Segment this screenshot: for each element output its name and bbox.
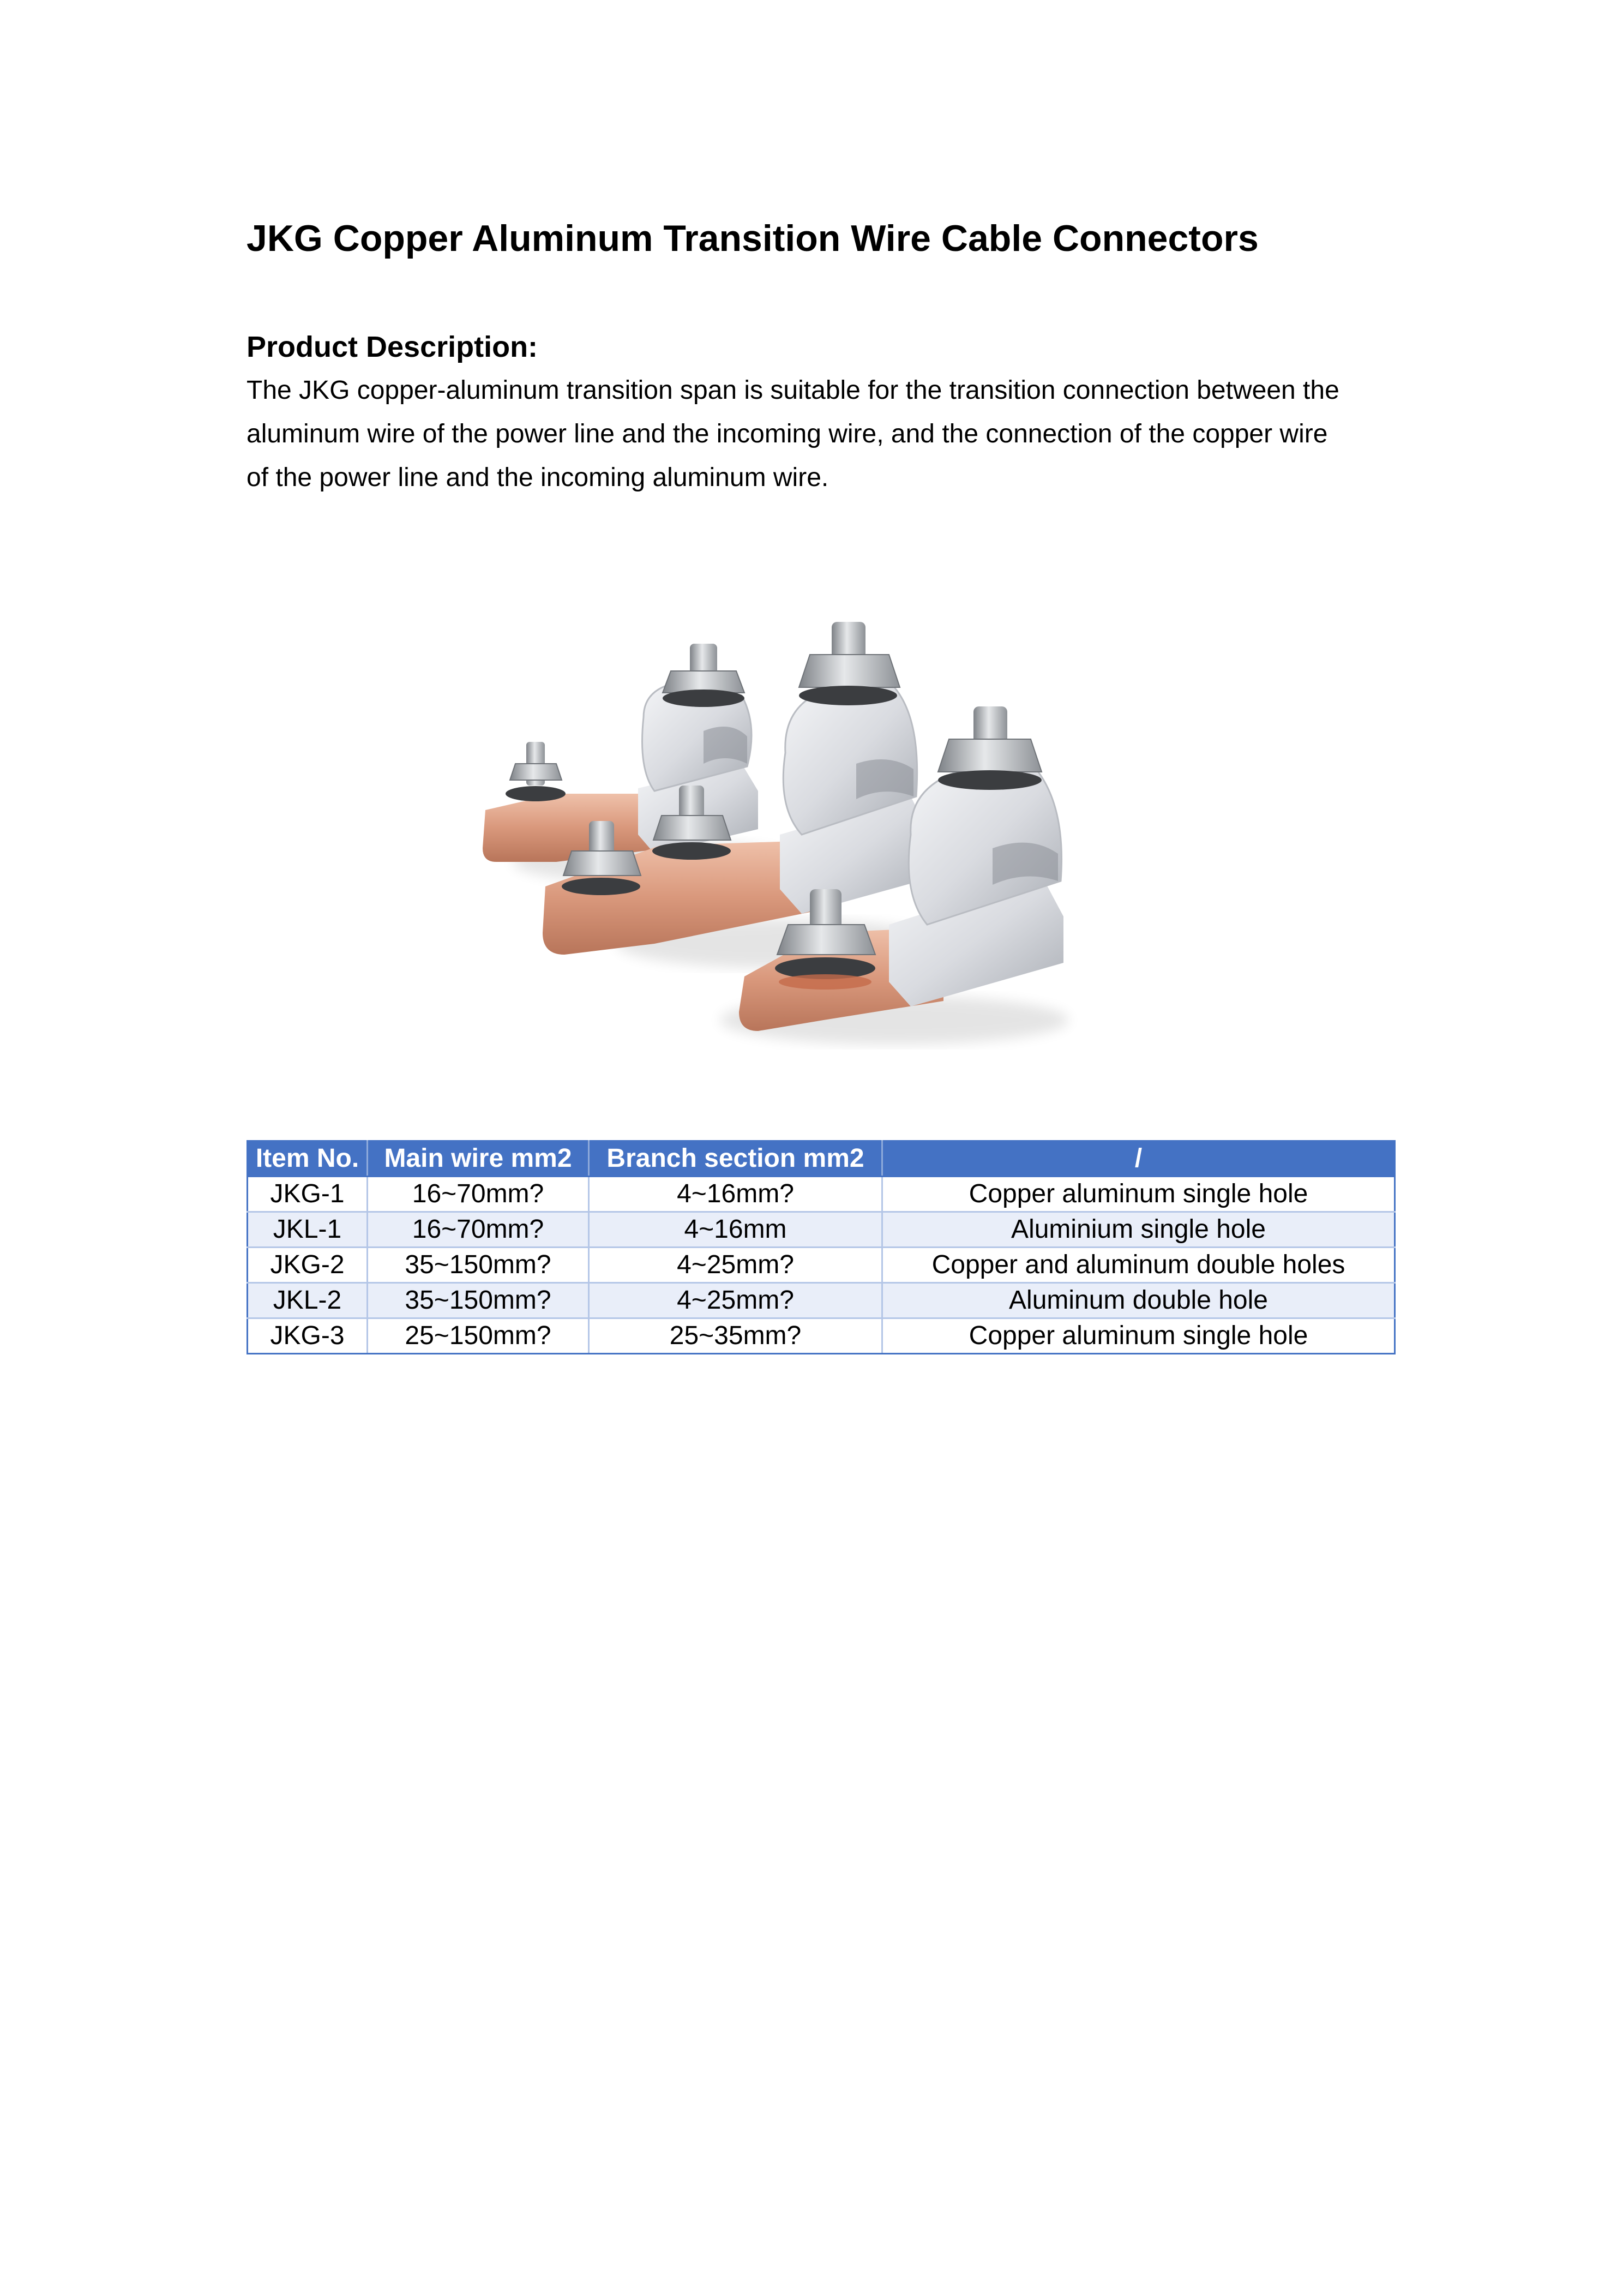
cell-branch-section: 25~35mm? [589,1318,882,1354]
cell-description: Copper and aluminum double holes [882,1248,1395,1283]
cell-main-wire: 16~70mm? [368,1177,589,1212]
cell-item-no: JKG-3 [248,1318,368,1354]
cell-item-no: JKL-1 [248,1212,368,1248]
description-line: The JKG copper-aluminum transition span is suitable for the transition connection between the [247,376,1339,405]
product-description [247,369,1403,500]
cell-description: Aluminium single hole [882,1212,1395,1248]
cell-main-wire: 16~70mm? [368,1212,589,1248]
cell-main-wire: 35~150mm? [368,1248,589,1283]
cable-connectors-photo [474,606,1118,1058]
cell-item-no: JKG-2 [248,1248,368,1283]
header-main-wire: Main wire mm2 [368,1141,589,1177]
description-line: aluminum wire of the power line and the incoming wire, and the connection of the copper wire [247,419,1328,448]
cell-description: Aluminum double hole [882,1283,1395,1318]
cell-description: Copper aluminum single hole [882,1318,1395,1354]
cell-main-wire: 35~150mm? [368,1283,589,1318]
section-heading: Product Description: [247,331,538,363]
header-description: / [882,1141,1395,1177]
table-row [248,1283,1395,1318]
page-title: JKG Copper Aluminum Transition Wire Cable Connectors [247,218,1259,259]
cell-item-no: JKL-2 [248,1283,368,1318]
header-item-no: Item No. [248,1141,368,1177]
cell-branch-section: 4~25mm? [589,1283,882,1318]
spec-table [247,1140,1396,1354]
table-header-row [248,1141,1395,1177]
table-row [248,1177,1395,1212]
table-row [248,1318,1395,1354]
header-branch-section: Branch section mm2 [589,1141,882,1177]
table-row [248,1248,1395,1283]
cell-main-wire: 25~150mm? [368,1318,589,1354]
cell-description: Copper aluminum single hole [882,1177,1395,1212]
table-row [248,1212,1395,1248]
cell-branch-section: 4~16mm [589,1212,882,1248]
cell-item-no: JKG-1 [248,1177,368,1212]
cell-branch-section: 4~25mm? [589,1248,882,1283]
cell-branch-section: 4~16mm? [589,1177,882,1212]
description-line: of the power line and the incoming aluminum wire. [247,463,829,492]
